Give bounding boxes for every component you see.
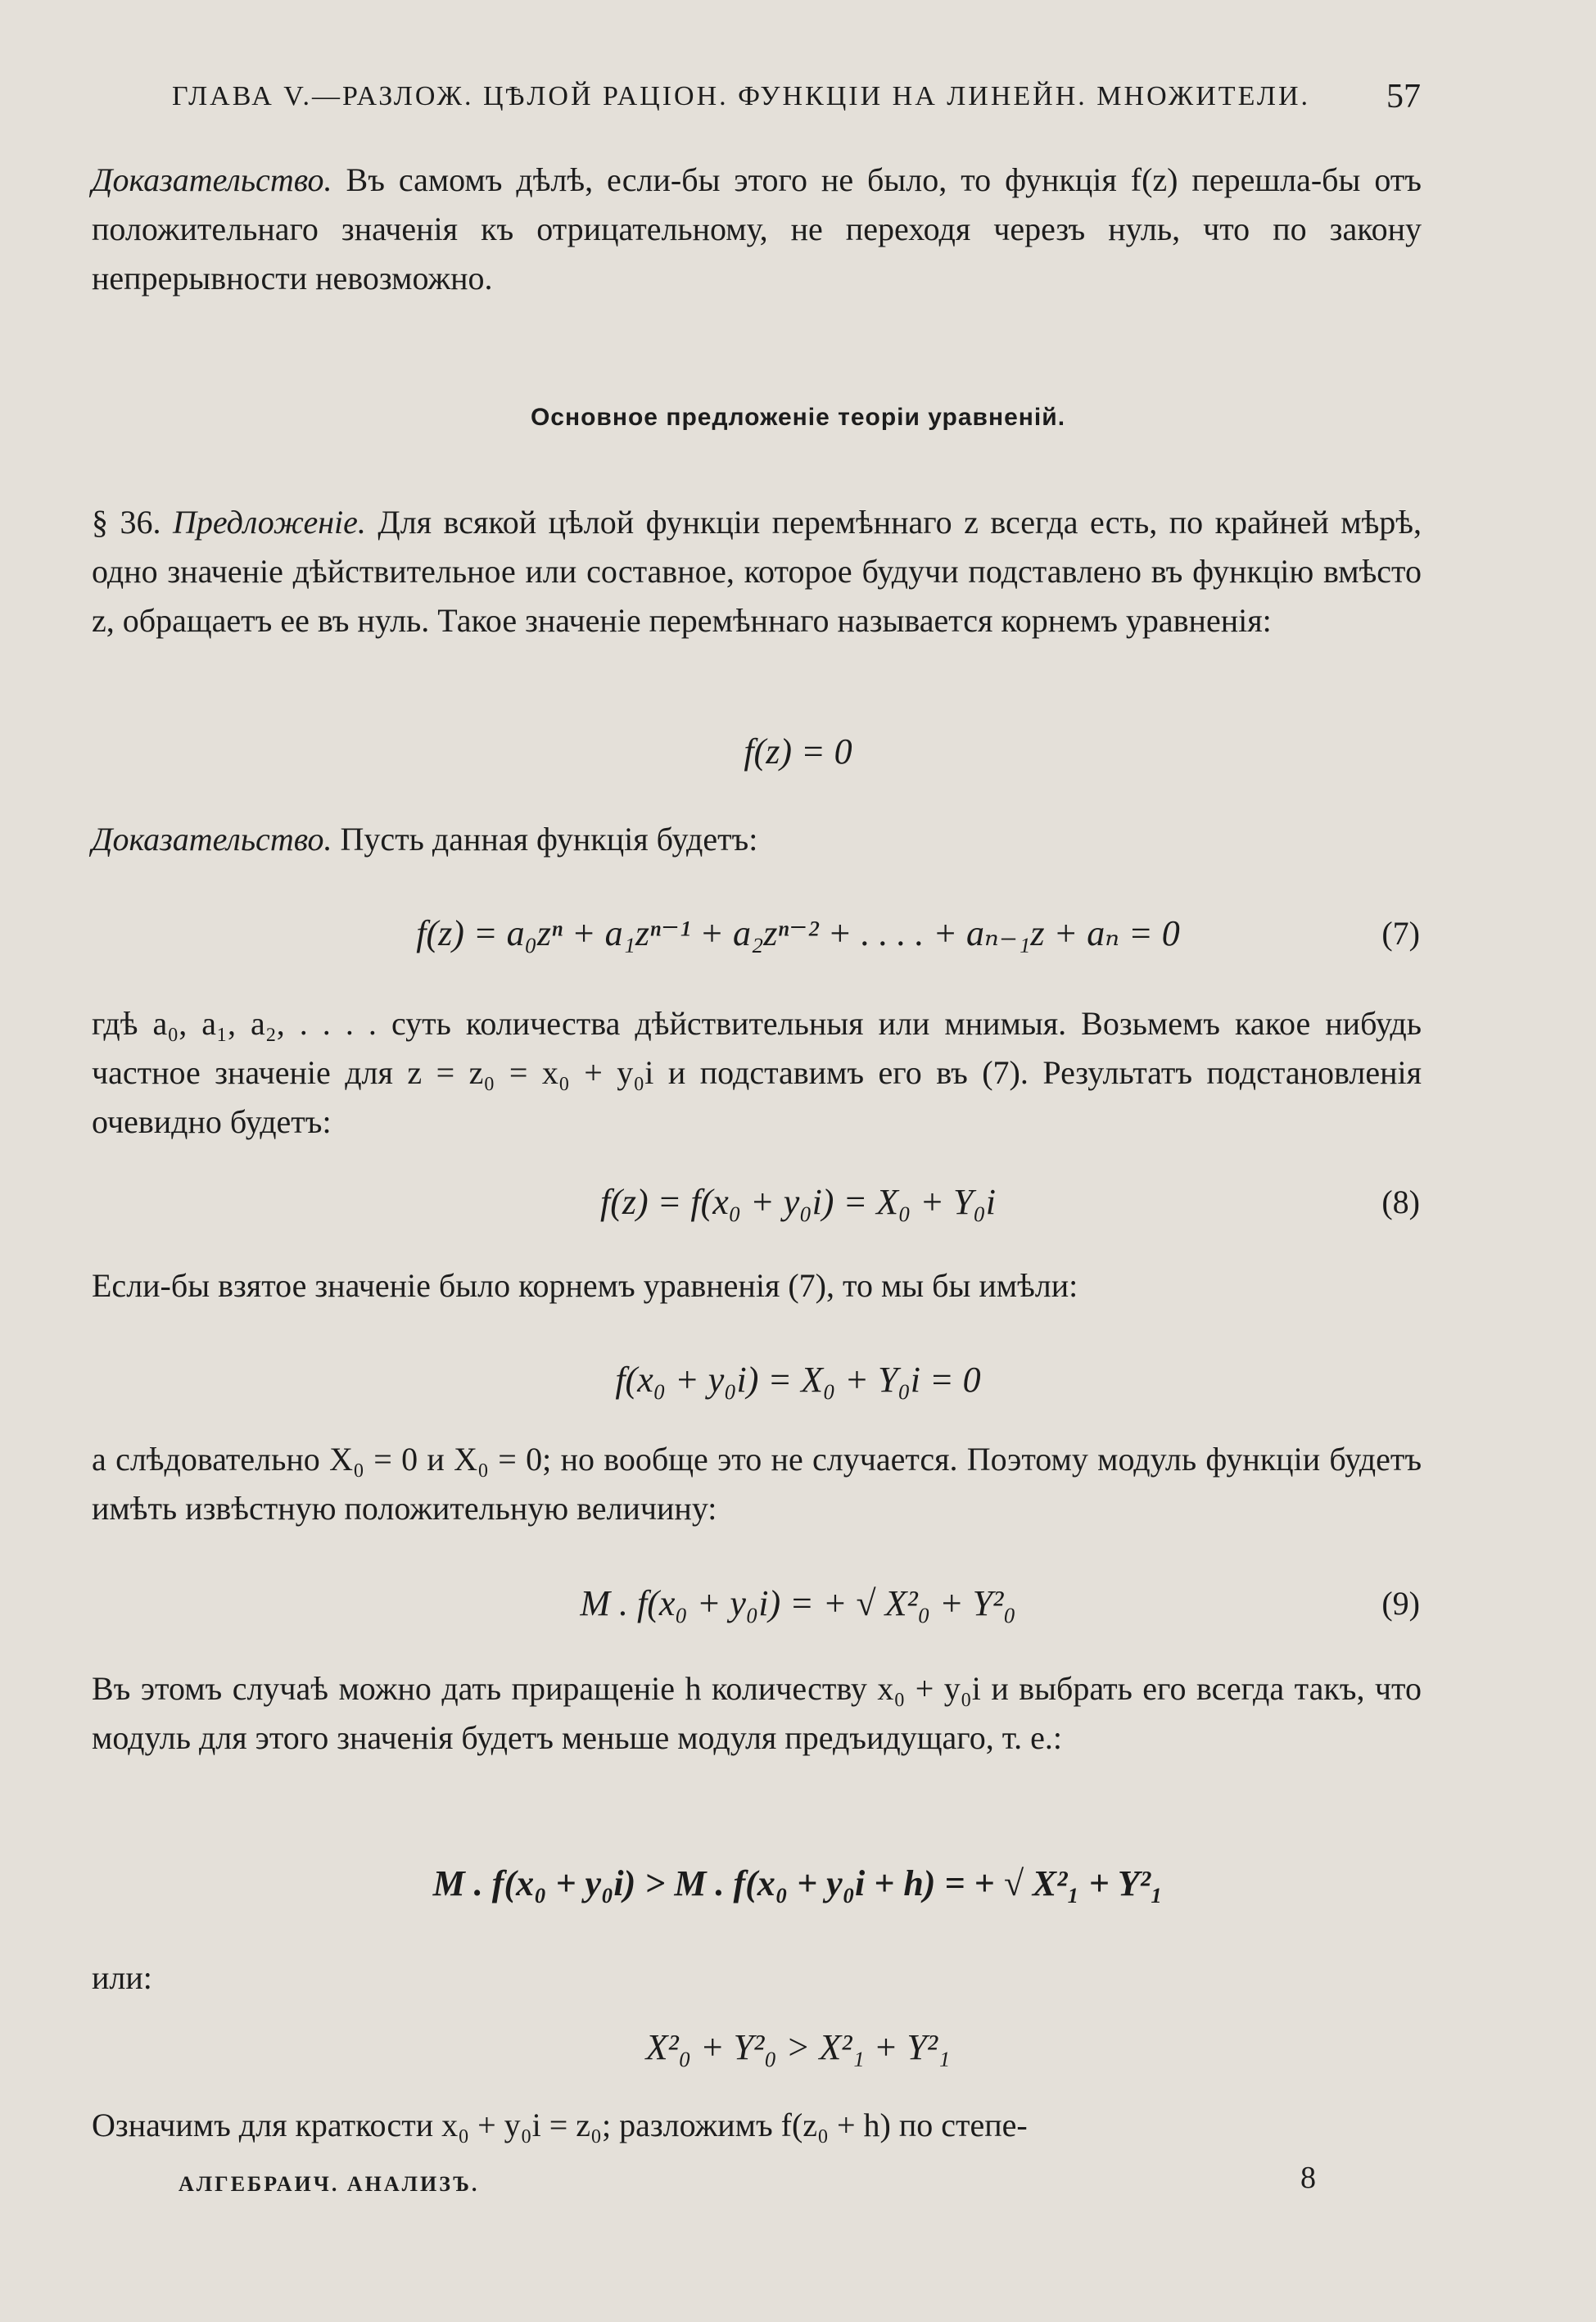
footer-book-title: АЛГЕБРАИЧ. АНАЛИЗЪ. [179,2172,480,2196]
equation-9: M . f(x₀ + y₀i) = + √ X²₀ + Y²₀ [580,1583,1016,1623]
paragraph-text: Для всякой цѣлой функціи перемѣннаго z всегда есть, по крайней мѣрѣ, одно значеніе дѣйствительное или составное, которое будучи подставлено въ функцію вмѣсто z, обращаетъ ее въ нуль. Такое значеніе перемѣннаго называется корнемъ уравненія: [92,504,1422,639]
equation-8-number: (8) [1381,1184,1420,1220]
proof-lead: Доказательство. [92,161,332,198]
proof-lead: Доказательство. [92,821,332,858]
proposition-lead: Предложеніе. [172,504,366,541]
paragraph-proposition [92,498,1422,645]
paragraph-text: Въ самомъ дѣлѣ, если-бы этого не было, то функція f(z) перешла-бы отъ положительнаго значенія къ отрицательному, не переходя черезъ нуль, что по закону непрерывности невозможно. [92,161,1422,296]
equation-root: f(x₀ + y₀i) = X₀ + Y₀i = 0 [615,1360,981,1400]
equation-8: f(z) = f(x₀ + y₀i) = X₀ + Y₀i [600,1182,996,1222]
equation-inequality-1: M . f(x₀ + y₀i) > M . f(x₀ + y₀i + h) = + √ X²₁ + Y²₁ [432,1863,1164,1903]
equation-7-number: (7) [1381,915,1420,952]
paragraph-notation: Означимъ для краткости x₀ + y₀i = z₀; разложимъ f(z₀ + h) по степе- [92,2107,1028,2143]
running-title: ГЛАВА V.—РАЗЛОЖ. ЦѢЛОЙ РАЦІОН. ФУНКЦІИ НА ЛИНЕЙН. МНОЖИТЕЛИ. [172,81,1311,111]
paragraph-increment: Въ этомъ случаѣ можно дать приращеніе h количеству x₀ + y₀i и выбрать его всегда такъ, что модуль для этого значенія будетъ меньше модуля предъидущаго, т. е.: [92,1670,1422,1756]
section-heading: Основное предложеніе теоріи уравненій. [530,404,1066,431]
paragraph-root-case: Если-бы взятое значеніе было корнемъ уравненія (7), то мы бы имѣли: [92,1267,1078,1304]
paragraph-proof-2 [92,815,1422,864]
paragraph-proof-1 [92,156,1422,303]
paragraph-text: Пусть данная функція будетъ: [332,821,758,858]
equation-9-number: (9) [1381,1585,1420,1622]
equation-inequality-2: X²₀ + Y²₀ > X²₁ + Y²₁ [645,2027,951,2067]
paragraph-or: или: [92,1959,152,1996]
equation-7: f(z) = a₀zⁿ + a₁zⁿ⁻¹ + a₂zⁿ⁻² + . . . . + aₙ₋₁z + aₙ = 0 [416,913,1180,953]
page-number: 57 [1386,78,1421,115]
equation-f-zero: f(z) = 0 [744,731,852,772]
section-number: § 36. [92,504,161,541]
footer-signature: 8 [1300,2161,1316,2195]
paragraph-modulus: а слѣдовательно X₀ = 0 и X₀ = 0; но вообще это не случается. Поэтому модуль функціи будетъ имѣть извѣстную положительную величину: [92,1441,1422,1527]
paragraph-coefficients: гдѣ a₀, a₁, a₂, . . . . суть количества дѣйствительныя или мнимыя. Возьмемъ какое нибудь частное значеніе для z = z₀ = x₀ + y₀i и подставимъ его въ (7). Результатъ подстановленія очевидно будетъ: [92,1005,1422,1140]
running-header [172,75,1421,118]
